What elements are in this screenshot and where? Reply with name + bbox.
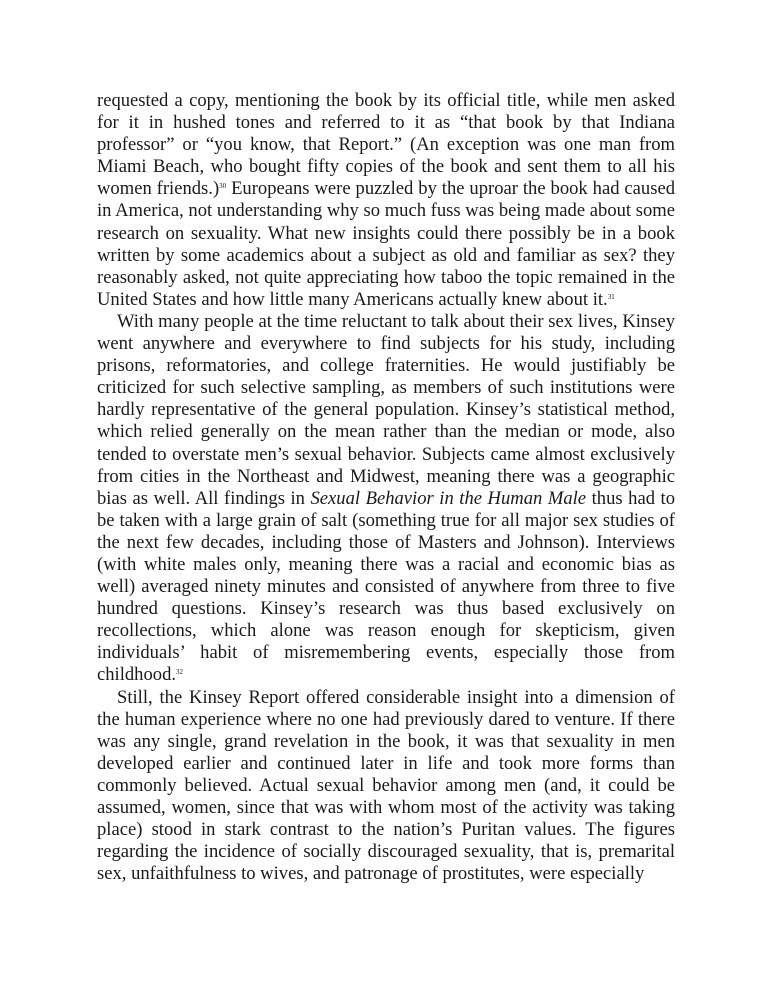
book-page [97, 90, 675, 885]
book-title: Sexual Behavior in the Human Male [310, 487, 587, 509]
paragraph-1 [97, 90, 675, 311]
paragraph-text: thus had to be taken with a large grain of salt (something true for all major sex studies of the next few decades, including those of Masters and Johnson). Interviews (with white males only, meaning there was a racial and economic bias as well) averaged ninety minutes and consisted of anywhere from three to five hundred questions. Kinsey’s research was thus based exclusively on recollections, which alone was reason enough for skepticism, given individuals’ habit of misremembering events, especially those from childhood. [97, 487, 675, 686]
paragraph-2 [97, 311, 675, 687]
paragraph-text: Still, the Kinsey Report offered considerable insight into a dimension of the human experience where no one had previously dared to venture. If there was any single, grand revelation in the book, it was that sexuality in men developed earlier and continued later in life and took more forms than commonly believed. Actual sexual behavior among men (and, it could be assumed, women, since that was with whom most of the activity was taking place) stood in stark contrast to the nation’s Puritan values. The figures regarding the incidence of socially discouraged sexuality, that is, premarital sex, unfaithfulness to wives, and patronage of prostitutes, were especially [97, 686, 675, 885]
paragraph-text: Europeans were puzzled by the uproar the book had caused in America, not understanding why so much fuss was being made about some research on sexuality. What new insights could there possibly be in a book written by some academics about a subject as old and familiar as sex? they reasonably asked, not quite appreciating how taboo the topic remained in the United States and how little many Americans actually knew about it. [97, 178, 676, 310]
footnote-marker-31: 31 [607, 292, 615, 301]
footnote-marker-32: 32 [176, 668, 184, 677]
paragraph-3 [97, 687, 675, 886]
footnote-marker-30: 30 [219, 182, 227, 191]
paragraph-text: With many people at the time reluctant to talk about their sex lives, Kinsey went anywhere and everywhere to find subjects for his study, including prisons, reformatories, and college fraternities. He would justifiably be criticized for such selective sampling, as members of such institutions were hardly representative of the general population. Kinsey’s statistical method, which relied generally on the mean rather than the median or mode, also tended to overstate men’s sexual behavior. Subjects came almost exclusively from cities in the Northeast and Midwest, meaning there was a geographic bias as well. All findings in [97, 310, 675, 509]
paragraph-text: requested a copy, mentioning the book by its official title, while men asked for it in hushed tones and referred to it as “that book by that Indiana professor” or “you know, that Report.” (An exception was one man from Miami Beach, who bought fifty copies of the book and sent them to all his women friends.) [97, 90, 675, 200]
